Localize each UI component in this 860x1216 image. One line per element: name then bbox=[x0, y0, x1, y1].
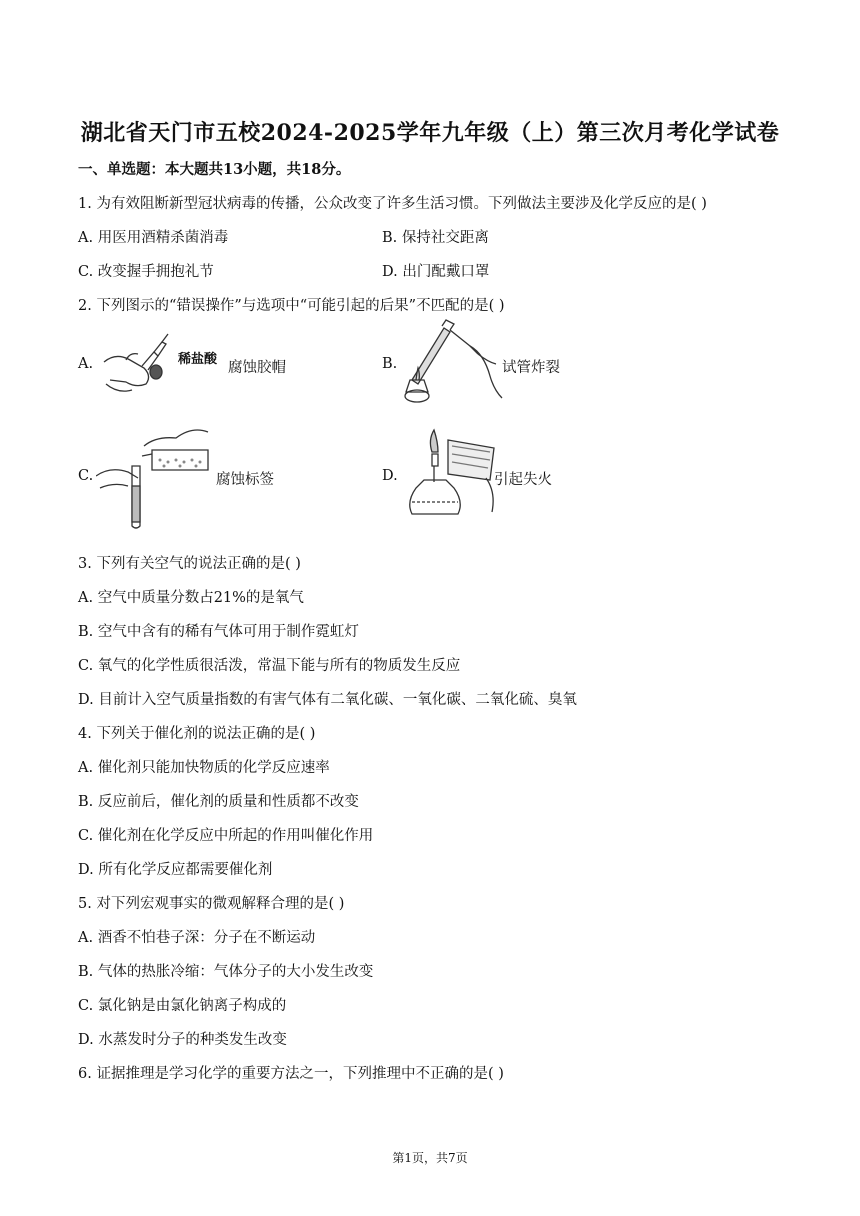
q2-option-c-label: C. bbox=[78, 468, 94, 484]
q1-option-a: A. 用医用酒精杀菌消毒 bbox=[78, 230, 229, 246]
q4-option-b: B. 反应前后，催化剂的质量和性质都不改变 bbox=[78, 794, 359, 810]
question-2-stem: 2. 下列图示的“错误操作”与选项中“可能引起的后果”不匹配的是( ) bbox=[78, 298, 505, 314]
q4-option-d: D. 所有化学反应都需要催化剂 bbox=[78, 862, 273, 878]
q2-option-d-label: D. bbox=[382, 468, 398, 484]
q2-option-a bbox=[78, 320, 338, 410]
page-footer: 第1页，共7页 bbox=[392, 1151, 468, 1165]
heating-test-tube-illustration bbox=[398, 318, 508, 408]
q2-option-a-image-label: 稀盐酸 bbox=[178, 352, 218, 367]
q2-option-d bbox=[382, 422, 642, 534]
question-5-stem: 5. 对下列宏观事实的微观解释合理的是( ) bbox=[78, 896, 345, 912]
question-4-stem: 4. 下列关于催化剂的说法正确的是( ) bbox=[78, 726, 316, 742]
question-6-stem: 6. 证据推理是学习化学的重要方法之一，下列推理中不正确的是( ) bbox=[78, 1066, 504, 1082]
q2-option-c-caption: 腐蚀标签 bbox=[216, 472, 274, 488]
q4-option-c: C. 催化剂在化学反应中所起的作用叫催化作用 bbox=[78, 828, 374, 844]
q3-option-d: D. 目前计入空气质量指数的有害气体有二氧化碳、一氧化碳、二氧化硫、臭氧 bbox=[78, 692, 577, 708]
q2-option-a-caption: 腐蚀胶帽 bbox=[228, 360, 286, 376]
q2-option-b-label: B. bbox=[382, 356, 398, 372]
exam-title: 湖北省天门市五校2024-2025学年九年级（上）第三次月考化学试卷 bbox=[80, 120, 780, 146]
q2-option-b bbox=[382, 318, 642, 410]
q5-option-c: C. 氯化钠是由氯化钠离子构成的 bbox=[78, 998, 287, 1014]
q3-option-b: B. 空气中含有的稀有气体可用于制作霓虹灯 bbox=[78, 624, 359, 640]
q3-option-a: A. 空气中质量分数占21%的是氧气 bbox=[78, 590, 304, 606]
question-3-stem: 3. 下列有关空气的说法正确的是( ) bbox=[78, 556, 301, 572]
q2-option-b-caption: 试管炸裂 bbox=[502, 360, 560, 376]
question-1-stem: 1. 为有效阻断新型冠状病毒的传播，公众改变了许多生活习惯。下列做法主要涉及化学反应的是( ) bbox=[78, 196, 707, 212]
q1-option-d: D. 出门配戴口罩 bbox=[382, 264, 490, 280]
pouring-liquid-illustration bbox=[96, 416, 218, 532]
q1-option-b: B. 保持社交距离 bbox=[382, 230, 489, 246]
q2-option-a-label: A. bbox=[78, 356, 94, 372]
alcohol-lamp-illustration bbox=[398, 422, 502, 526]
q5-option-b: B. 气体的热胀冷缩：气体分子的大小发生改变 bbox=[78, 964, 374, 980]
q3-option-c: C. 氧气的化学性质很活泼，常温下能与所有的物质发生反应 bbox=[78, 658, 461, 674]
section-heading: 一、单选题：本大题共13小题，共18分。 bbox=[78, 161, 351, 178]
q5-option-d: D. 水蒸发时分子的种类发生改变 bbox=[78, 1032, 287, 1048]
q1-option-c: C. 改变握手拥抱礼节 bbox=[78, 264, 214, 280]
q4-option-a: A. 催化剂只能加快物质的化学反应速率 bbox=[78, 760, 330, 776]
q5-option-a: A. 酒香不怕巷子深：分子在不断运动 bbox=[78, 930, 316, 946]
q2-option-d-caption: 引起失火 bbox=[494, 472, 552, 488]
q2-option-c bbox=[78, 416, 338, 534]
